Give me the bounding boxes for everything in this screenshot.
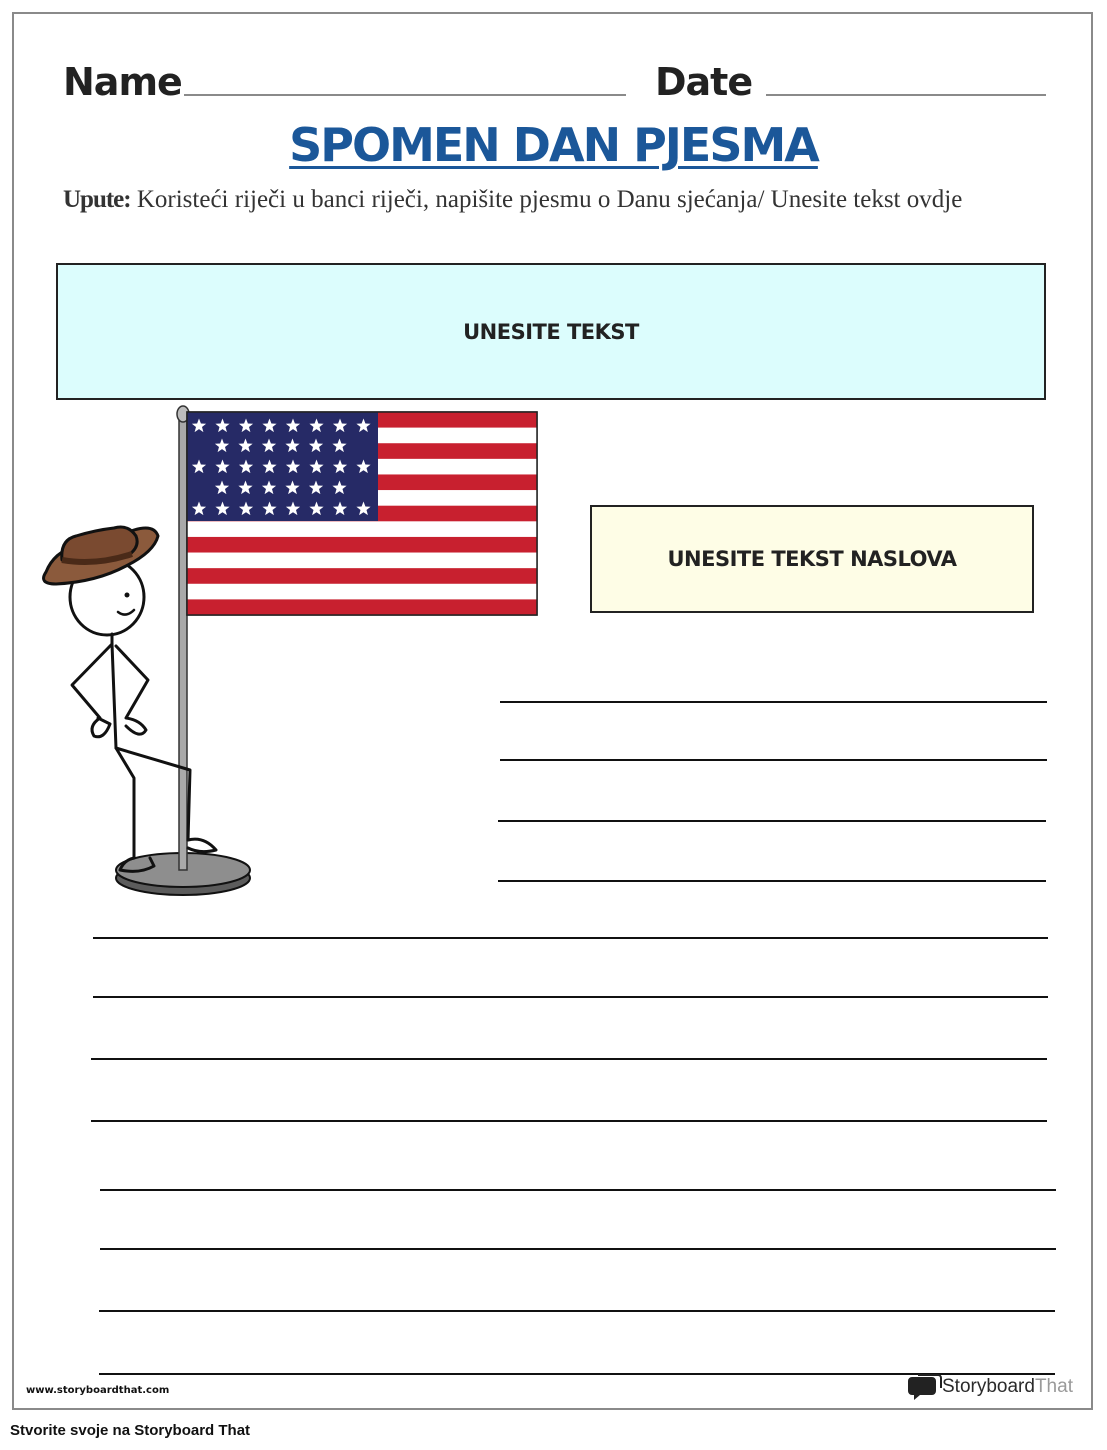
footer-cta[interactable]: Stvorite svoje na Storyboard That (10, 1422, 251, 1439)
writing-line[interactable] (100, 1248, 1056, 1250)
writing-line[interactable] (498, 880, 1046, 882)
word-bank-box[interactable] (56, 263, 1046, 400)
writing-line[interactable] (99, 1310, 1055, 1312)
name-line[interactable] (184, 94, 626, 96)
american-flag (187, 412, 537, 615)
date-label: Date (655, 60, 753, 104)
writing-line[interactable] (500, 759, 1047, 761)
writing-line[interactable] (91, 1058, 1047, 1060)
footer-url[interactable]: www.storyboardthat.com (26, 1385, 170, 1396)
cowboy-hat (44, 527, 158, 584)
instructions-text: Koristeći riječi u banci riječi, napišite pjesmu o Danu sjećanja/ Unesite tekst ovdje (130, 186, 963, 213)
writing-line[interactable] (500, 701, 1047, 703)
flag-stripe (187, 553, 537, 569)
writing-line[interactable] (93, 937, 1048, 939)
speech-bubble-icon (908, 1373, 942, 1401)
date-line[interactable] (766, 94, 1046, 96)
writing-line[interactable] (498, 820, 1046, 822)
page-title: SPOMEN DAN PJESMA (289, 118, 818, 172)
poem-title-box[interactable] (590, 505, 1034, 613)
flag-stripe (187, 584, 537, 600)
flag-stripe (187, 537, 537, 553)
poem-title-text: UNESITE TEKST NASLOVA (667, 547, 957, 571)
storyboardthat-logo[interactable] (908, 1372, 1073, 1402)
writing-line[interactable] (100, 1189, 1056, 1191)
word-bank-text: UNESITE TEKST (463, 319, 639, 344)
flag-stripe (187, 568, 537, 584)
brand-part1: Storyboard (942, 1376, 1035, 1397)
flag-illustration (0, 400, 560, 910)
flag-stripe (187, 599, 537, 615)
instructions-lead: Upute: (63, 186, 131, 213)
instructions (63, 186, 962, 214)
writing-line[interactable] (91, 1120, 1047, 1122)
writing-line[interactable] (93, 996, 1048, 998)
brand-part2: That (1034, 1376, 1073, 1397)
name-label: Name (63, 60, 182, 104)
flag-stripe (187, 521, 537, 537)
